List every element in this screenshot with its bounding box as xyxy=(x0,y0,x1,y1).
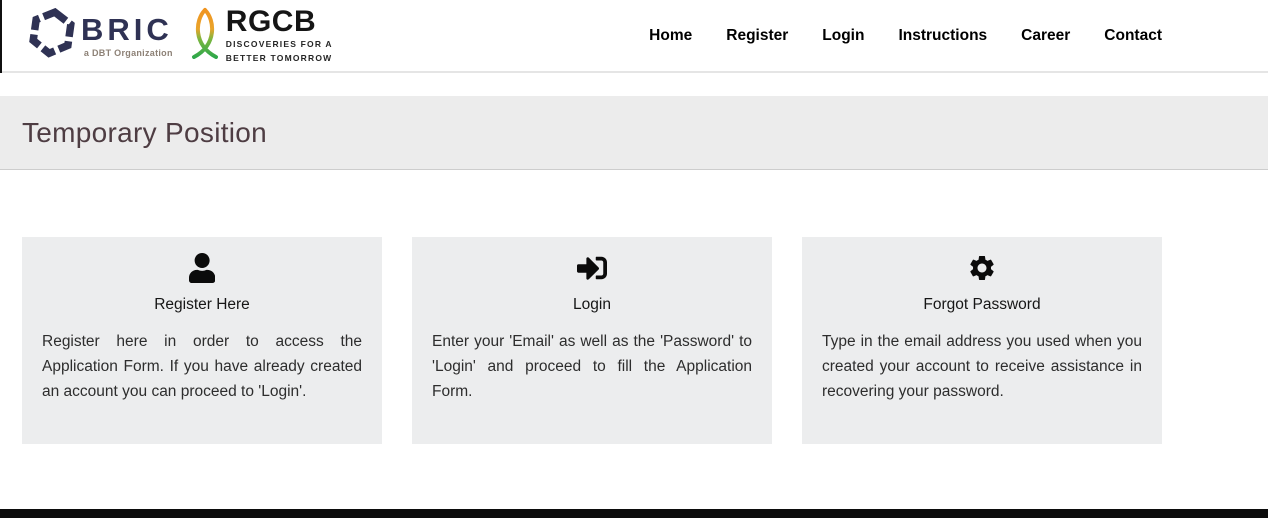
window-edge-line xyxy=(0,0,2,73)
login-card-head xyxy=(432,253,752,314)
page-title-band xyxy=(0,96,1268,170)
login-card-title: Login xyxy=(573,296,611,313)
footer-bar xyxy=(0,509,1268,518)
forgot-password-card-head xyxy=(822,253,1142,314)
nav-item-instructions[interactable]: Instructions xyxy=(898,26,988,44)
page-title: Temporary Position xyxy=(22,116,268,148)
nav-item-contact[interactable]: Contact xyxy=(1104,26,1162,44)
header xyxy=(0,0,1268,73)
bric-hexagon-icon xyxy=(28,8,76,63)
nav-item-register[interactable]: Register xyxy=(726,26,789,44)
main-nav xyxy=(649,27,1162,45)
forgot-password-card[interactable] xyxy=(802,237,1162,444)
rgcb-tagline-line2: BETTER TOMORROW xyxy=(225,52,333,63)
bric-tagline: a DBT Organization xyxy=(83,47,173,58)
register-card-body: Register here in order to access the Application Form. If you have already created an account you can proceed to 'Login'. xyxy=(42,333,362,400)
rgcb-logo-text xyxy=(226,7,333,63)
rgcb-tagline-line1: DISCOVERIES FOR A xyxy=(225,39,333,50)
login-card-body: Enter your 'Email' as well as the 'Password' to 'Login' and proceed to fill the Application Form. xyxy=(432,333,752,400)
register-card-title: Register Here xyxy=(154,296,250,313)
register-card[interactable] xyxy=(22,237,382,444)
nav-item-career[interactable]: Career xyxy=(1021,26,1071,44)
nav-item-home[interactable]: Home xyxy=(649,26,693,44)
bric-logo[interactable] xyxy=(28,8,173,63)
login-card[interactable] xyxy=(412,237,772,444)
dna-helix-icon xyxy=(189,7,221,64)
info-cards xyxy=(22,237,1162,444)
gear-icon xyxy=(967,253,997,283)
bric-name: BRIC xyxy=(81,11,173,47)
sign-in-icon xyxy=(577,253,607,283)
nav-item-login[interactable]: Login xyxy=(822,26,865,44)
rgcb-name: RGCB xyxy=(225,5,317,39)
bric-logo-text xyxy=(81,11,173,58)
rgcb-logo[interactable] xyxy=(189,7,333,64)
user-icon xyxy=(189,253,215,283)
forgot-password-card-body: Type in the email address you used when you created your account to receive assistance in recovering your password. xyxy=(822,333,1142,400)
forgot-password-card-title: Forgot Password xyxy=(923,296,1041,313)
logo-group xyxy=(28,7,333,64)
register-card-head xyxy=(42,253,362,314)
